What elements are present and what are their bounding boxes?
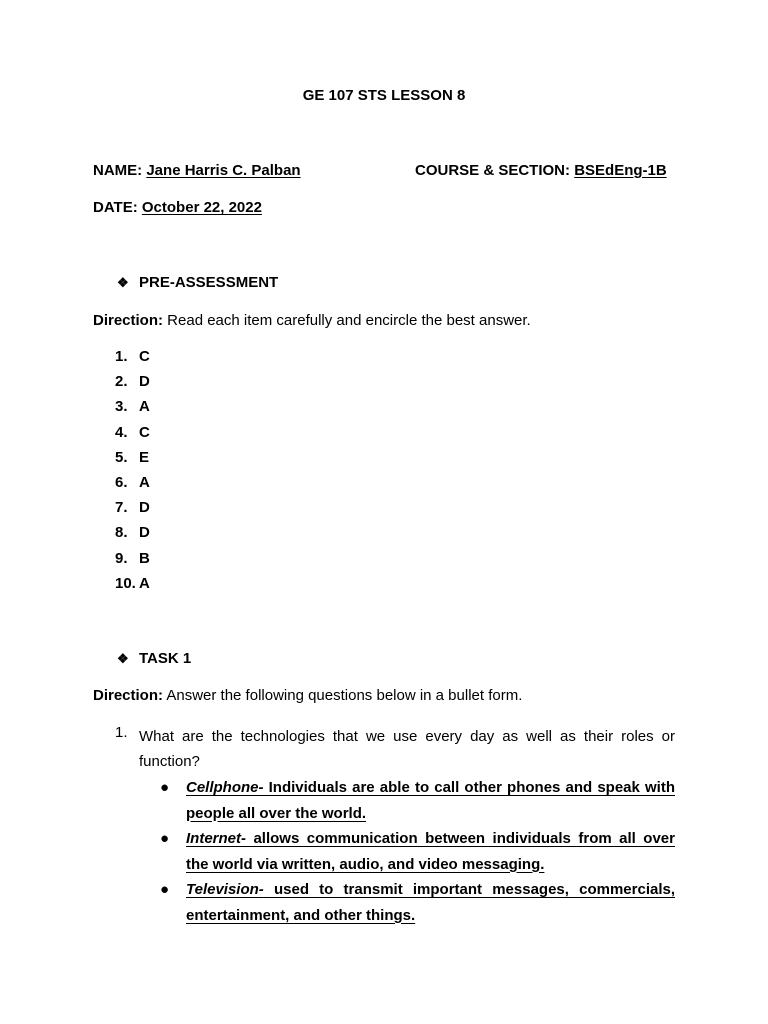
item-number: 7. — [115, 499, 128, 517]
task1-direction — [93, 687, 522, 705]
item-number: 3. — [115, 398, 128, 416]
item-number: 5. — [115, 448, 128, 466]
date-label: DATE: — [93, 199, 138, 216]
list-item — [115, 373, 150, 398]
item-answer: C — [139, 348, 150, 365]
item-number: 2. — [115, 373, 128, 391]
item-answer: D — [139, 499, 150, 517]
list-item — [115, 424, 150, 449]
direction-text: Read each item carefully and encircle the best answer. — [163, 312, 531, 329]
direction-label: Direction: — [93, 312, 164, 329]
item-answer: C — [139, 423, 150, 441]
item-answer: E — [139, 448, 150, 466]
list-item — [115, 474, 150, 499]
answer-bullets — [160, 775, 675, 928]
pre-assessment-direction — [93, 312, 531, 330]
name-field — [93, 162, 301, 180]
item-number: 4. — [115, 423, 128, 441]
bullet-dot-icon: ● — [160, 830, 170, 847]
item-answer: D — [139, 373, 150, 391]
name-value: Jane Harris C. Palban — [146, 162, 301, 179]
course-section-field — [415, 162, 667, 180]
direction-text: Answer the following questions below in a bullet form. — [163, 687, 523, 704]
item-answer: A — [139, 574, 150, 592]
list-item — [115, 524, 150, 549]
item-answer: B — [139, 549, 150, 567]
item-number: 10. — [115, 574, 136, 592]
task1-heading-text: TASK 1 — [139, 650, 192, 667]
bullet-term: Internet- — [186, 830, 246, 847]
question-1 — [115, 724, 675, 774]
name-label: NAME: — [93, 162, 143, 179]
pre-assessment-heading — [117, 274, 278, 292]
item-answer: D — [139, 524, 150, 542]
diamond-bullet-icon: ❖ — [117, 275, 129, 290]
list-item — [115, 398, 150, 423]
course-value: BSEdEng-1B — [574, 162, 667, 179]
list-item — [115, 348, 150, 373]
date-field — [93, 199, 262, 217]
item-number: 6. — [115, 473, 128, 491]
diamond-bullet-icon: ❖ — [117, 651, 129, 666]
bullet-term: Cellphone- — [186, 779, 264, 796]
list-item — [160, 826, 675, 877]
bullet-dot-icon: ● — [160, 881, 170, 898]
pre-assessment-heading-text: PRE-ASSESSMENT — [139, 274, 279, 291]
bullet-dot-icon: ● — [160, 779, 170, 796]
list-item — [115, 575, 150, 600]
list-item — [160, 877, 675, 928]
task1-heading — [117, 650, 191, 668]
bullet-text: Individuals are able to call other phones and speak with people all over the world. — [186, 779, 675, 822]
item-number: 1. — [115, 348, 128, 365]
bullet-term: Television- — [186, 881, 264, 898]
item-answer: A — [139, 473, 150, 491]
item-answer: A — [139, 398, 150, 416]
item-number: 9. — [115, 549, 128, 567]
bullet-text: allows communication between individuals from all over the world via written, audio, and video messaging. — [186, 830, 675, 873]
answer-list — [115, 348, 150, 600]
list-item — [115, 449, 150, 474]
document-title: GE 107 STS LESSON 8 — [302, 87, 466, 104]
date-value: October 22, 2022 — [141, 199, 262, 216]
bullet-text: used to transmit important messages, commercials, entertainment, and other things. — [186, 881, 675, 924]
course-label: COURSE & SECTION: — [415, 162, 571, 179]
direction-label: Direction: — [93, 687, 164, 704]
list-item — [115, 550, 150, 575]
item-number: 8. — [115, 524, 128, 542]
question-number: 1. — [115, 724, 128, 741]
question-text: What are the technologies that we use every day as well as their roles or function? — [139, 728, 675, 770]
list-item — [160, 775, 675, 826]
list-item — [115, 499, 150, 524]
